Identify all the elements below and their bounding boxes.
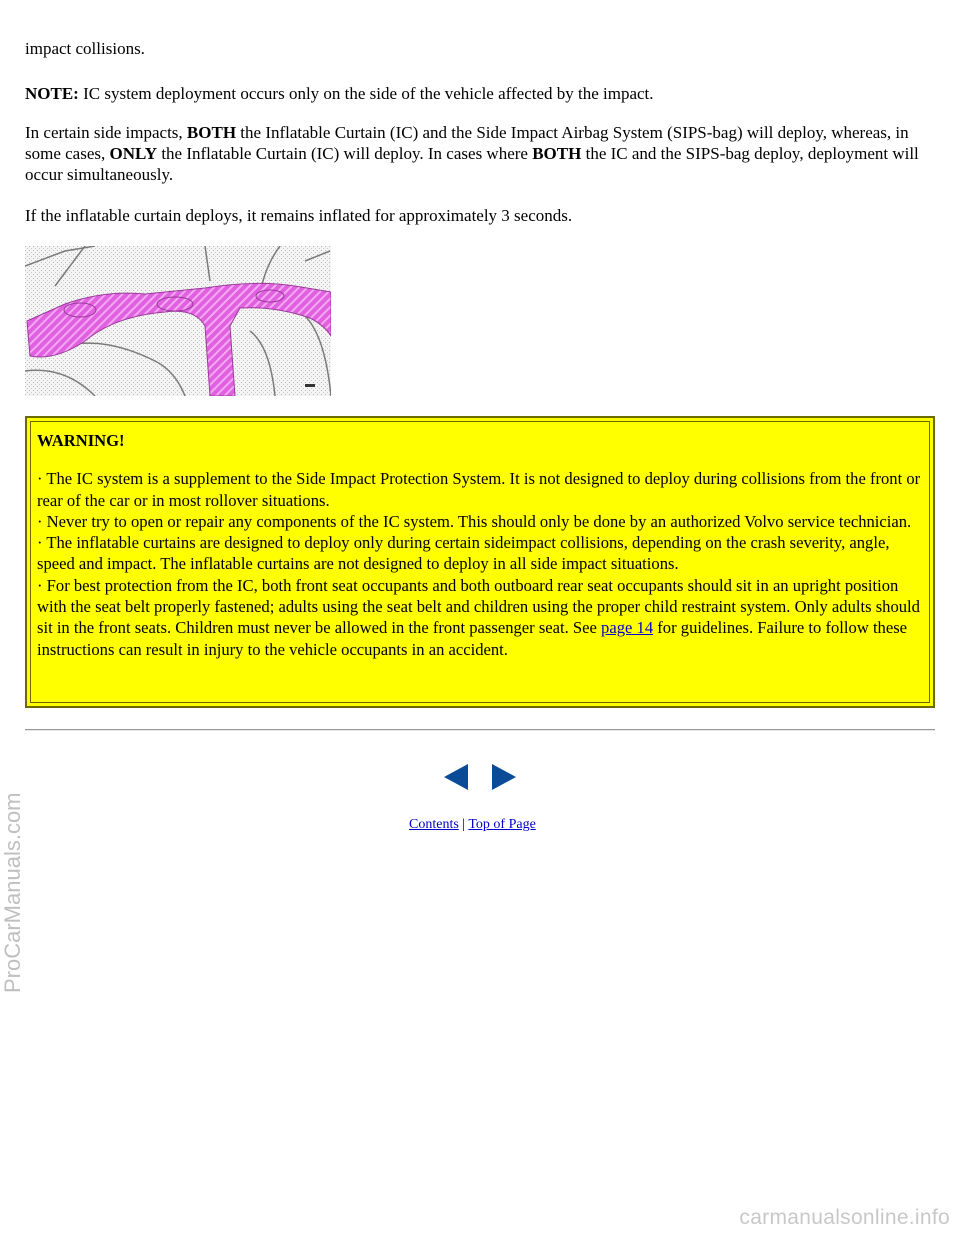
- warning-box: [25, 416, 935, 708]
- warning-item-2: · Never try to open or repair any components of the IC system. This should only be done by an authorized Volvo service technician.: [37, 511, 912, 531]
- paragraph-impact-collisions: impact collisions.: [25, 39, 145, 58]
- triangle-right-icon[interactable]: [492, 764, 516, 790]
- warning-item-3: · The inflatable curtains are designed to deploy only during certain sideimpact collisions, depending on the crash severity, angle, speed and impact. The inflatable curtains are not designed to deploy in all side impact situations.: [37, 533, 890, 574]
- inflatable-curtain-illustration: [25, 246, 331, 396]
- note-label: NOTE:: [25, 84, 79, 103]
- inflation-duration-paragraph: If the inflatable curtain deploys, it remains inflated for approximately 3 seconds.: [25, 206, 573, 225]
- procarmanuals-watermark-text: ProCarManuals.com: [0, 792, 25, 993]
- horizontal-divider: [25, 729, 935, 731]
- deployment-paragraph: [25, 122, 930, 185]
- carmanualsonline-watermark: carmanualsonline.info: [739, 1206, 950, 1229]
- only-emphasis: ONLY: [109, 144, 158, 163]
- footer-links: [409, 816, 536, 834]
- page-14-link[interactable]: page 14: [601, 618, 654, 638]
- both-emphasis-2: BOTH: [532, 144, 582, 163]
- triangle-left-icon[interactable]: [444, 764, 468, 790]
- contents-link[interactable]: Contents: [409, 817, 459, 832]
- footer-separator: |: [462, 817, 466, 832]
- warning-item-4-text-a: · For best protection from the IC, both front seat occupants and both outboard rear seat occupants should sit in an upright position with the seat belt properly fastened; adults using the seat belt and children using the proper child restraint system. Only adults should sit in the front seats. Children must never be allowed in the front passenger seat. See: [37, 575, 920, 638]
- warning-inner: [30, 421, 930, 703]
- deployment-text-d: the IC and the SIPS-bag deploy, deployment will occur simultaneously.: [25, 144, 919, 184]
- deployment-text-a: In certain side impacts,: [25, 123, 187, 142]
- warning-title: WARNING!: [37, 431, 125, 450]
- deployment-text-b: the Inflatable Curtain (IC) and the Side Impact Airbag System (SIPS-bag) will deploy, whereas, in some cases,: [25, 123, 909, 163]
- note-text: IC system deployment occurs only on the side of the vehicle affected by the impact.: [78, 84, 654, 103]
- warning-item-4-text-b: for guidelines. Failure to follow these instructions can result in injury to the vehicle occupants in an accident.: [37, 618, 908, 659]
- page-navigation: [444, 762, 544, 792]
- warning-item-1: · The IC system is a supplement to the Side Impact Protection System. It is not designed to deploy during collisions from the front or rear of the car or in most rollover situations.: [37, 469, 921, 510]
- procarmanuals-watermark: [0, 735, 28, 995]
- both-emphasis: BOTH: [186, 123, 237, 142]
- note-paragraph: [25, 83, 935, 104]
- deployment-text-c: the Inflatable Curtain (IC) will deploy. In cases where: [157, 144, 533, 163]
- top-of-page-link[interactable]: Top of Page: [468, 817, 536, 832]
- warning-item-4: [37, 575, 929, 660]
